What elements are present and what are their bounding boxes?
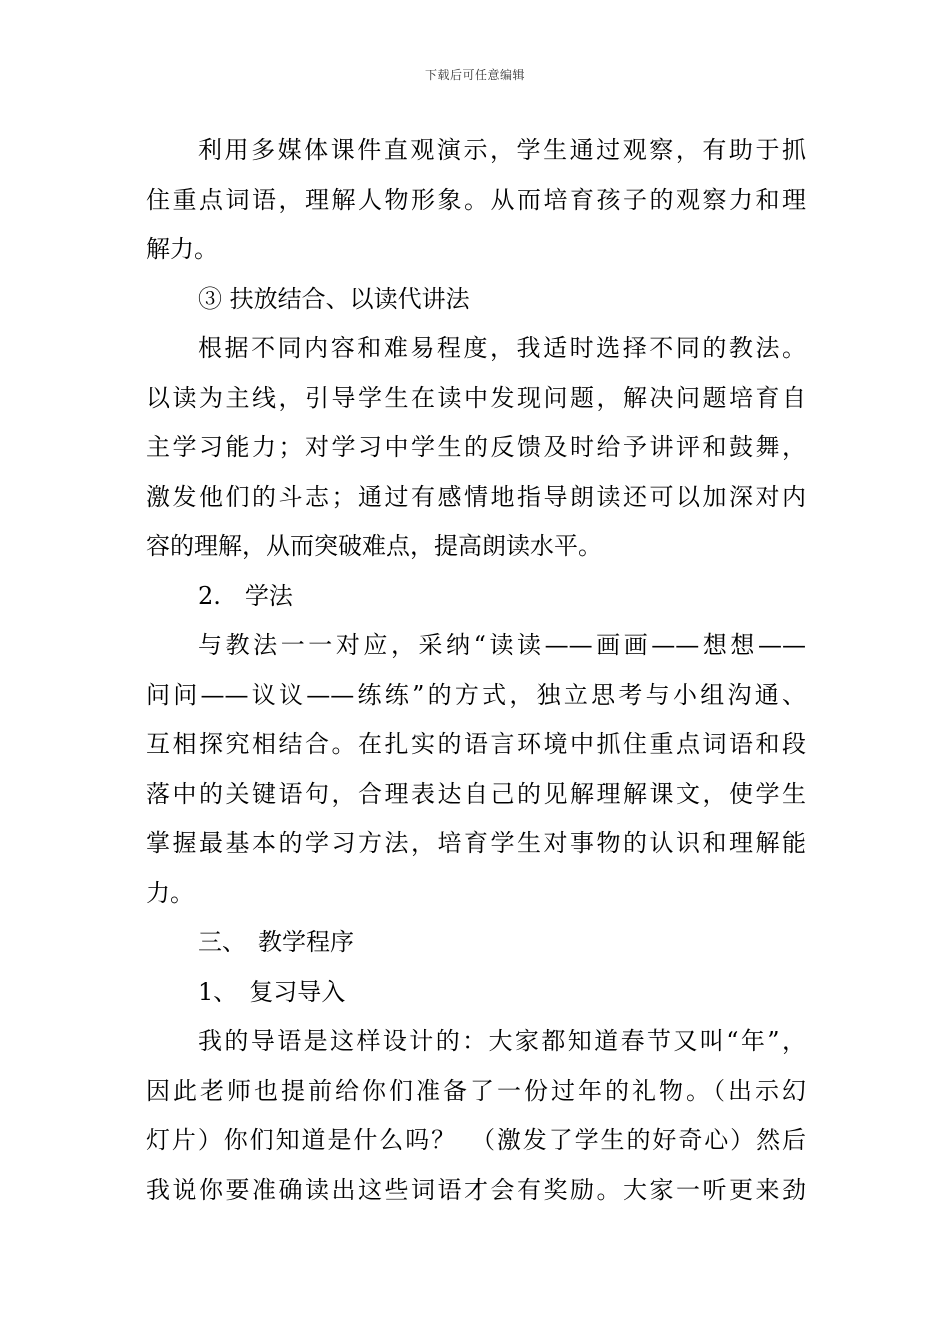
paragraph-line: 与教法一一对应，采纳“读读——画画——想想——: [198, 631, 806, 659]
section-heading: 2. 学法: [198, 581, 293, 610]
paragraph-line: 容的理解，从而突破难点，提高朗读水平。: [146, 532, 602, 560]
paragraph-line: 因此老师也提前给你们准备了一份过年的礼物。（出示幻: [146, 1076, 806, 1105]
section-heading: ③ 扶放结合、以读代讲法: [198, 284, 470, 313]
paragraph-line: 利用多媒体课件直观演示，学生通过观察，有助于抓: [198, 136, 806, 164]
paragraph-line: 根据不同内容和难易程度，我适时选择不同的教法。: [198, 334, 806, 362]
paragraph-line: 问问——议议——练练”的方式，独立思考与小组沟通、: [146, 680, 806, 709]
paragraph-line: 主学习能力；对学习中学生的反馈及时给予讲评和鼓舞，: [146, 433, 806, 461]
paragraph-line: 住重点词语，理解人物形象。从而培育孩子的观察力和理: [146, 185, 806, 214]
paragraph-line: 我说你要准确读出这些词语才会有奖励。大家一听更来劲: [146, 1175, 806, 1204]
section-heading: 三、 教学程序: [198, 928, 354, 956]
document-body: [146, 126, 806, 1215]
paragraph-line: 力。: [146, 878, 194, 907]
paragraph-line: 我的导语是这样设计的：大家都知道春节又叫“年”，: [198, 1027, 806, 1055]
paragraph-line: 以读为主线，引导学生在读中发现问题，解决问题培育自: [146, 383, 806, 412]
paragraph-line: 灯片）你们知道是什么吗？ （激发了学生的好奇心）然后: [146, 1126, 806, 1154]
page-header: 下载后可任意编辑: [424, 68, 525, 82]
paragraph-line: 落中的关键语句，合理表达自己的见解理解课文，使学生: [146, 779, 806, 808]
paragraph-line: 激发他们的斗志；通过有感情地指导朗读还可以加深对内: [146, 482, 806, 511]
paragraph-line: 解力。: [146, 235, 218, 263]
paragraph-line: 掌握最基本的学习方法，培育学生对事物的认识和理解能: [146, 829, 806, 857]
paragraph-line: 互相探究相结合。在扎实的语言环境中抓住重点词语和段: [146, 730, 806, 758]
section-heading: 1、 复习导入: [198, 977, 346, 1006]
